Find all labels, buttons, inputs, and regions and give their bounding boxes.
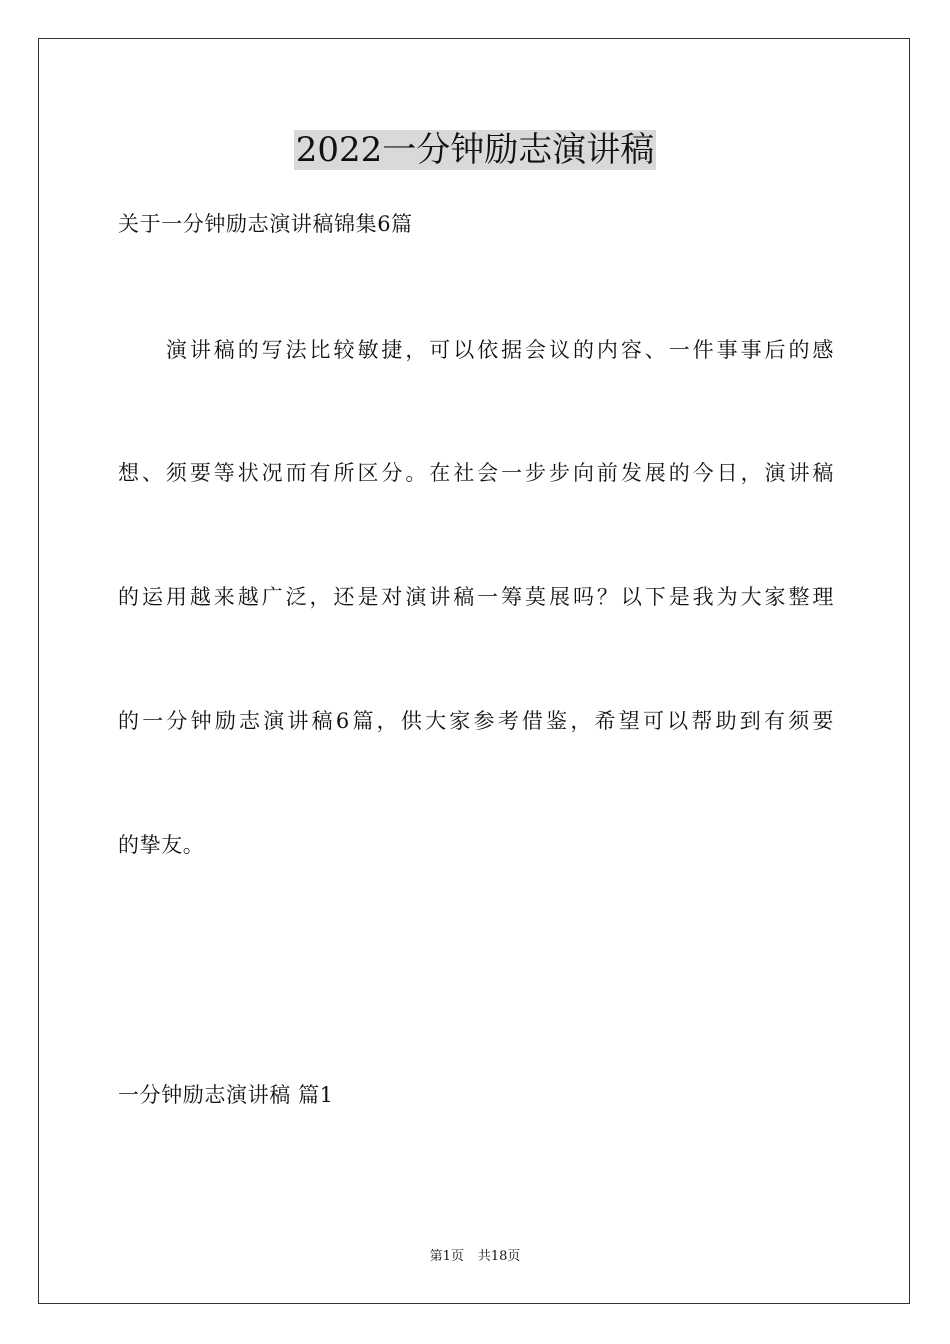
document-title-text: 2022一分钟励志演讲稿: [295, 130, 655, 170]
paragraph-line: 的一分钟励志演讲稿6篇，供大家参考借鉴，希望可以帮助到有须要: [118, 709, 834, 733]
paragraph-line: 的挚友。: [118, 833, 205, 857]
page-number: 第1页: [429, 1249, 464, 1264]
document-title: [0, 128, 950, 172]
paragraph-line: 想、须要等状况而有所区分。在社会一步步向前发展的今日，演讲稿: [118, 461, 834, 485]
page-total: 共18页: [477, 1249, 521, 1264]
paragraph-line: 演讲稿的写法比较敏捷，可以依据会议的内容、一件事事后的感: [118, 338, 834, 362]
section-heading: 一分钟励志演讲稿 篇1: [118, 1083, 334, 1107]
paragraph-line: 的运用越来越广泛，还是对演讲稿一筹莫展吗？以下是我为大家整理: [118, 585, 834, 609]
document-subtitle: 关于一分钟励志演讲稿锦集6篇: [118, 212, 413, 236]
page-footer: [0, 1248, 950, 1266]
